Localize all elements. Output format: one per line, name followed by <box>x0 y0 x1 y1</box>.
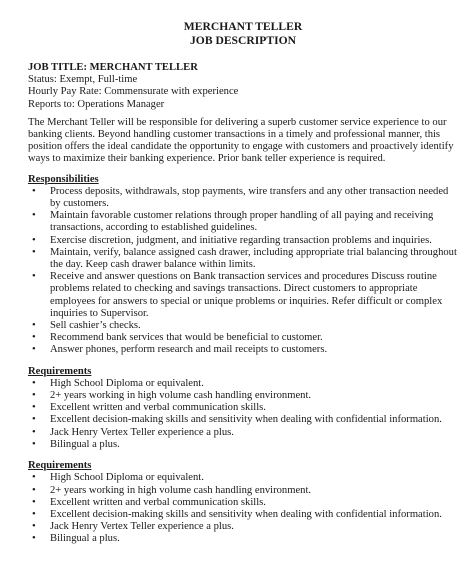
list-item <box>28 439 458 451</box>
bullet-icon: • <box>32 210 36 222</box>
bullet-icon: • <box>32 402 36 414</box>
list-item-text: Excellent decision-making skills and sensitivity when dealing with confidential information. <box>50 414 442 426</box>
section-heading-requirements: Requirements <box>28 365 92 377</box>
requirements-list <box>28 378 458 451</box>
list-item-text: Jack Henry Vertex Teller experience a plus. <box>50 521 234 533</box>
list-item-text: High School Diploma or equivalent. <box>50 472 204 484</box>
list-item <box>28 344 458 356</box>
title-block <box>28 20 458 48</box>
bullet-icon: • <box>32 426 36 438</box>
list-item-text: Receive and answer questions on Bank transaction services and procedures Discuss routine problems related to checking and savings transactions. Direct customers to appropriate employees for answers to special or unique problems or inquiries. Refer difficult or complex inquiries to Supervisor. <box>50 271 443 319</box>
bullet-icon: • <box>32 234 36 246</box>
bullet-icon: • <box>32 185 36 197</box>
list-item-text: Process deposits, withdrawals, stop payments, wire transfers and any other transaction needed by customers. <box>50 185 449 210</box>
list-item <box>28 533 458 545</box>
list-item <box>28 390 458 402</box>
bullet-icon: • <box>32 332 36 344</box>
bullet-icon: • <box>32 521 36 533</box>
responsibilities-section <box>28 174 458 357</box>
list-item <box>28 320 458 332</box>
bullet-icon: • <box>32 271 36 283</box>
responsibilities-list <box>28 186 458 357</box>
list-item <box>28 332 458 344</box>
list-item <box>28 509 458 521</box>
list-item <box>28 414 458 426</box>
list-item <box>28 402 458 414</box>
bullet-icon: • <box>32 246 36 258</box>
bullet-icon: • <box>32 438 36 450</box>
bullet-icon: • <box>32 377 36 389</box>
bullet-icon: • <box>32 472 36 484</box>
list-item <box>28 521 458 533</box>
pay-rate-line: Hourly Pay Rate: Commensurate with experience <box>28 86 239 98</box>
list-item-text: Maintain favorable customer relations through proper handling of all paying and receiving transactions, according to established guidelines. <box>50 210 434 234</box>
list-item <box>28 378 458 390</box>
bullet-icon: • <box>32 496 36 508</box>
job-title: JOB TITLE: MERCHANT TELLER <box>28 62 198 73</box>
list-item-text: Bilingual a plus. <box>50 533 120 545</box>
list-item-text: High School Diploma or equivalent. <box>50 377 204 389</box>
list-item-text: 2+ years working in high volume cash handling environment. <box>50 484 312 496</box>
document-title: MERCHANT TELLER <box>183 20 303 33</box>
requirements-section <box>28 366 458 451</box>
list-item-text: Bilingual a plus. <box>50 438 120 450</box>
bullet-icon: • <box>32 484 36 496</box>
section-heading-responsibilities: Responsibilities <box>28 173 99 185</box>
list-item-text: Sell cashier’s checks. <box>50 320 141 332</box>
requirements-section-repeat <box>28 460 458 545</box>
document-page <box>28 20 458 555</box>
list-item-text: Jack Henry Vertex Teller experience a plus. <box>50 426 234 438</box>
bullet-icon: • <box>32 390 36 402</box>
list-item-text: Answer phones, perform research and mail receipts to customers. <box>50 344 328 356</box>
status-line: Status: Exempt, Full-time <box>28 74 138 86</box>
list-item-text: Exercise discretion, judgment, and initiative regarding transaction problems and inquiries. <box>50 234 432 246</box>
list-item-text: Recommend bank services that would be beneficial to customer. <box>50 332 323 344</box>
list-item <box>28 472 458 484</box>
list-item-text: Excellent written and verbal communication skills. <box>50 496 266 508</box>
list-item-text: Excellent written and verbal communication skills. <box>50 402 266 414</box>
list-item <box>28 247 458 271</box>
bullet-icon: • <box>32 414 36 426</box>
list-item-text: Maintain, verify, balance assigned cash drawer, including appropriate trial balancing throughout the day. Keep cash drawer balance within limits. <box>50 246 457 271</box>
list-item <box>28 485 458 497</box>
section-heading-requirements: Requirements <box>28 460 92 472</box>
bullet-icon: • <box>32 320 36 332</box>
bullet-icon: • <box>32 508 36 520</box>
list-item <box>28 271 458 320</box>
job-summary: The Merchant Teller will be responsible for delivering a superb customer service experience to our banking clients. Beyond handling customer transactions in a timely and professional manner, this position offers the ideal candidate the opportunity to engage with customers and proactively identify ways to maximize their banking experience. Prior bank teller experience is required. <box>28 116 454 165</box>
reports-to-line: Reports to: Operations Manager <box>28 98 165 110</box>
document-subtitle: JOB DESCRIPTION <box>190 34 296 47</box>
bullet-icon: • <box>32 533 36 545</box>
list-item <box>28 186 458 210</box>
bullet-icon: • <box>32 344 36 356</box>
requirements-list <box>28 472 458 545</box>
list-item <box>28 210 458 234</box>
list-item <box>28 497 458 509</box>
list-item-text: 2+ years working in high volume cash handling environment. <box>50 390 312 402</box>
list-item <box>28 427 458 439</box>
list-item-text: Excellent decision-making skills and sensitivity when dealing with confidential information. <box>50 508 442 520</box>
list-item <box>28 235 458 247</box>
